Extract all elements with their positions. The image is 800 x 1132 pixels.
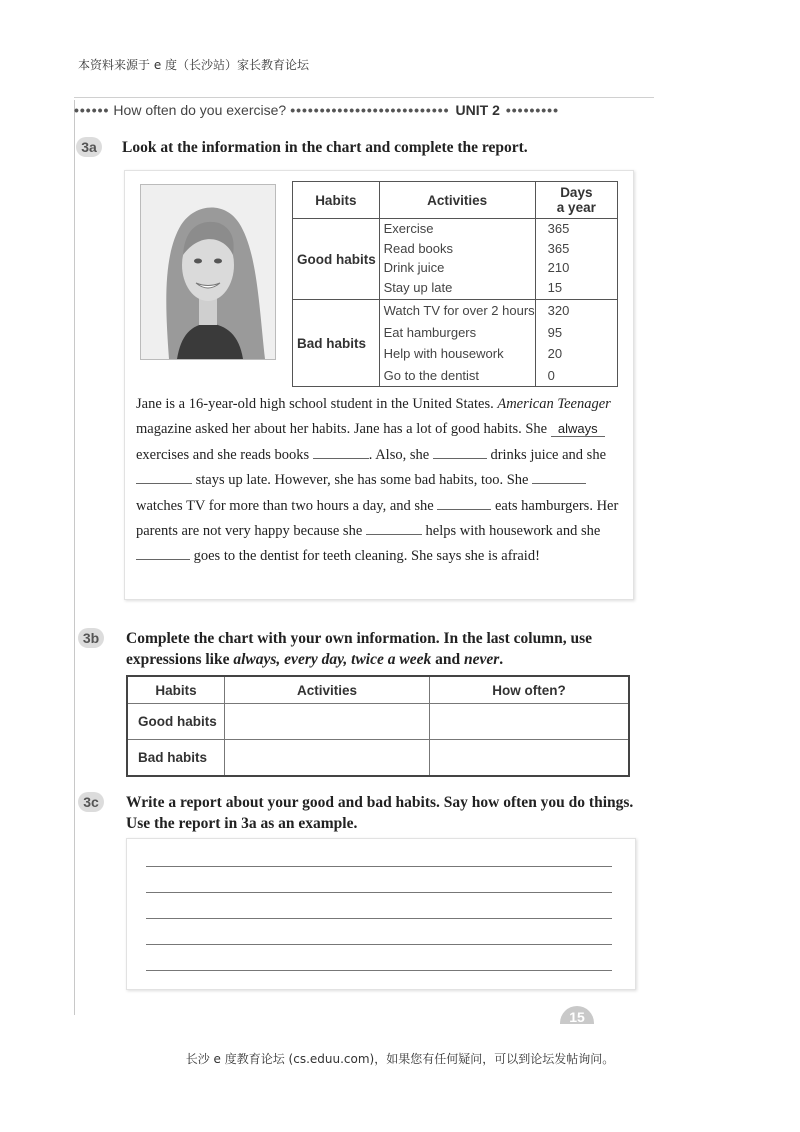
good-how-often-cell[interactable] (430, 704, 630, 740)
activity-cell: Eat hamburgers (383, 324, 477, 340)
section-3a-instruction: Look at the information in the chart and complete the report. (122, 139, 528, 156)
section-3b-instruction (126, 628, 636, 670)
header-days-a-year (535, 182, 617, 219)
header-rule (74, 97, 654, 98)
instruction-example-last: never (463, 651, 500, 668)
report-text: exercises and she reads books (136, 446, 313, 463)
writing-line[interactable] (146, 944, 612, 945)
writing-line[interactable] (146, 970, 612, 971)
bad-habits-days (535, 300, 617, 387)
report-paragraph (136, 392, 622, 570)
report-text: helps with housework and she (421, 523, 601, 540)
writing-line[interactable] (146, 866, 612, 867)
section-3b-badge: 3b (78, 628, 104, 648)
header-habits: Habits (127, 676, 225, 704)
bad-how-often-cell[interactable] (430, 740, 630, 777)
report-text: stays up late. However, she has some bad habits, too. She (192, 472, 533, 489)
row-good-habits: Good habits (127, 704, 225, 740)
unit-label: UNIT 2 (455, 102, 500, 118)
activity-cell: Stay up late (383, 279, 453, 295)
header-days-line1: Days (560, 185, 593, 200)
activity-cell: Go to the dentist (383, 367, 480, 383)
days-cell: 365 (547, 240, 570, 256)
source-header: 本资料来源于 e 度（长沙站）家长教育论坛 (78, 58, 310, 72)
running-header-title: How often do you exercise? (113, 102, 287, 118)
answer-blank[interactable] (437, 495, 491, 510)
section-3c-instruction: Write a report about your good and bad habits. Say how often you do things. Use the report in 3a as an example. (126, 794, 634, 832)
running-header (74, 100, 654, 120)
report-text: goes to the dentist for teeth cleaning. She says she is afraid! (190, 548, 540, 565)
own-habits-table (126, 675, 630, 777)
source-footer: 长沙 e 度教育论坛 (cs.eduu.com)，如果您有任何疑问，可以到论坛发帖询问。 (185, 1052, 615, 1066)
header-days-line2: a year (556, 200, 596, 215)
good-habits-label: Good habits (293, 219, 380, 300)
example-answer-blank: always (551, 422, 605, 437)
activity-cell: Drink juice (383, 260, 445, 275)
header-habits: Habits (293, 182, 380, 219)
report-text: Jane is a 16-year-old high school student in the United States. (136, 396, 498, 412)
header-activities: Activities (379, 182, 535, 219)
bad-habits-activities (379, 300, 535, 387)
days-cell: 0 (547, 367, 555, 383)
portrait-photo (140, 184, 276, 360)
good-habits-days (535, 219, 617, 300)
answer-blank[interactable] (136, 545, 190, 560)
magazine-title: American Teenager (497, 396, 611, 412)
good-habits-activities (379, 219, 535, 300)
writing-line[interactable] (146, 918, 612, 919)
header-how-often: How often? (430, 676, 630, 704)
habits-data-table (292, 181, 618, 387)
answer-blank[interactable] (366, 520, 422, 535)
good-activities-cell[interactable] (225, 704, 430, 740)
days-cell: 95 (547, 324, 563, 340)
answer-blank[interactable] (433, 444, 487, 459)
instruction-examples: always, every day, twice a week (233, 651, 432, 668)
section-3c-badge: 3c (78, 792, 104, 812)
instruction-text: and (431, 651, 464, 668)
instruction-text: . (499, 651, 504, 668)
running-header-dots-left: •••••• (74, 102, 110, 118)
report-text: watches TV for more than two hours a day, and she (136, 497, 438, 514)
answer-blank[interactable] (136, 469, 192, 484)
activity-cell: Help with housework (383, 346, 504, 361)
answer-blank[interactable] (532, 469, 586, 484)
running-header-dots-mid: ••••••••••••••••••••••••••• (290, 102, 450, 118)
bad-activities-cell[interactable] (225, 740, 430, 777)
section-3a-badge: 3a (76, 137, 102, 157)
row-bad-habits: Bad habits (127, 740, 225, 777)
days-cell: 20 (547, 346, 563, 361)
days-cell: 365 (547, 221, 570, 236)
days-cell: 320 (547, 303, 570, 318)
days-cell: 15 (547, 279, 563, 295)
report-text: magazine asked her about her habits. Jane has a lot of good habits. She (136, 421, 551, 438)
report-text: . Also, she (368, 446, 433, 463)
header-activities: Activities (225, 676, 430, 704)
bad-habits-label: Bad habits (293, 300, 380, 387)
activity-cell: Watch TV for over 2 hours (383, 303, 535, 318)
activity-cell: Read books (383, 240, 454, 256)
running-header-dots-right: ••••••••• (505, 102, 559, 118)
report-text: eats hamburgers. Her parents are not very happy because she (136, 497, 619, 540)
writing-line[interactable] (146, 892, 612, 893)
days-cell: 210 (547, 260, 570, 275)
activity-cell: Exercise (383, 221, 434, 236)
instruction-text: Complete the chart with your own information. In the last column, use expressions like (126, 630, 592, 668)
page-number: 15 (560, 1006, 594, 1024)
writing-panel (126, 838, 636, 990)
portrait-image-icon (141, 185, 275, 359)
report-text: drinks juice and she (486, 446, 607, 463)
page-margin-rule (74, 100, 75, 1015)
answer-blank[interactable] (313, 444, 369, 459)
